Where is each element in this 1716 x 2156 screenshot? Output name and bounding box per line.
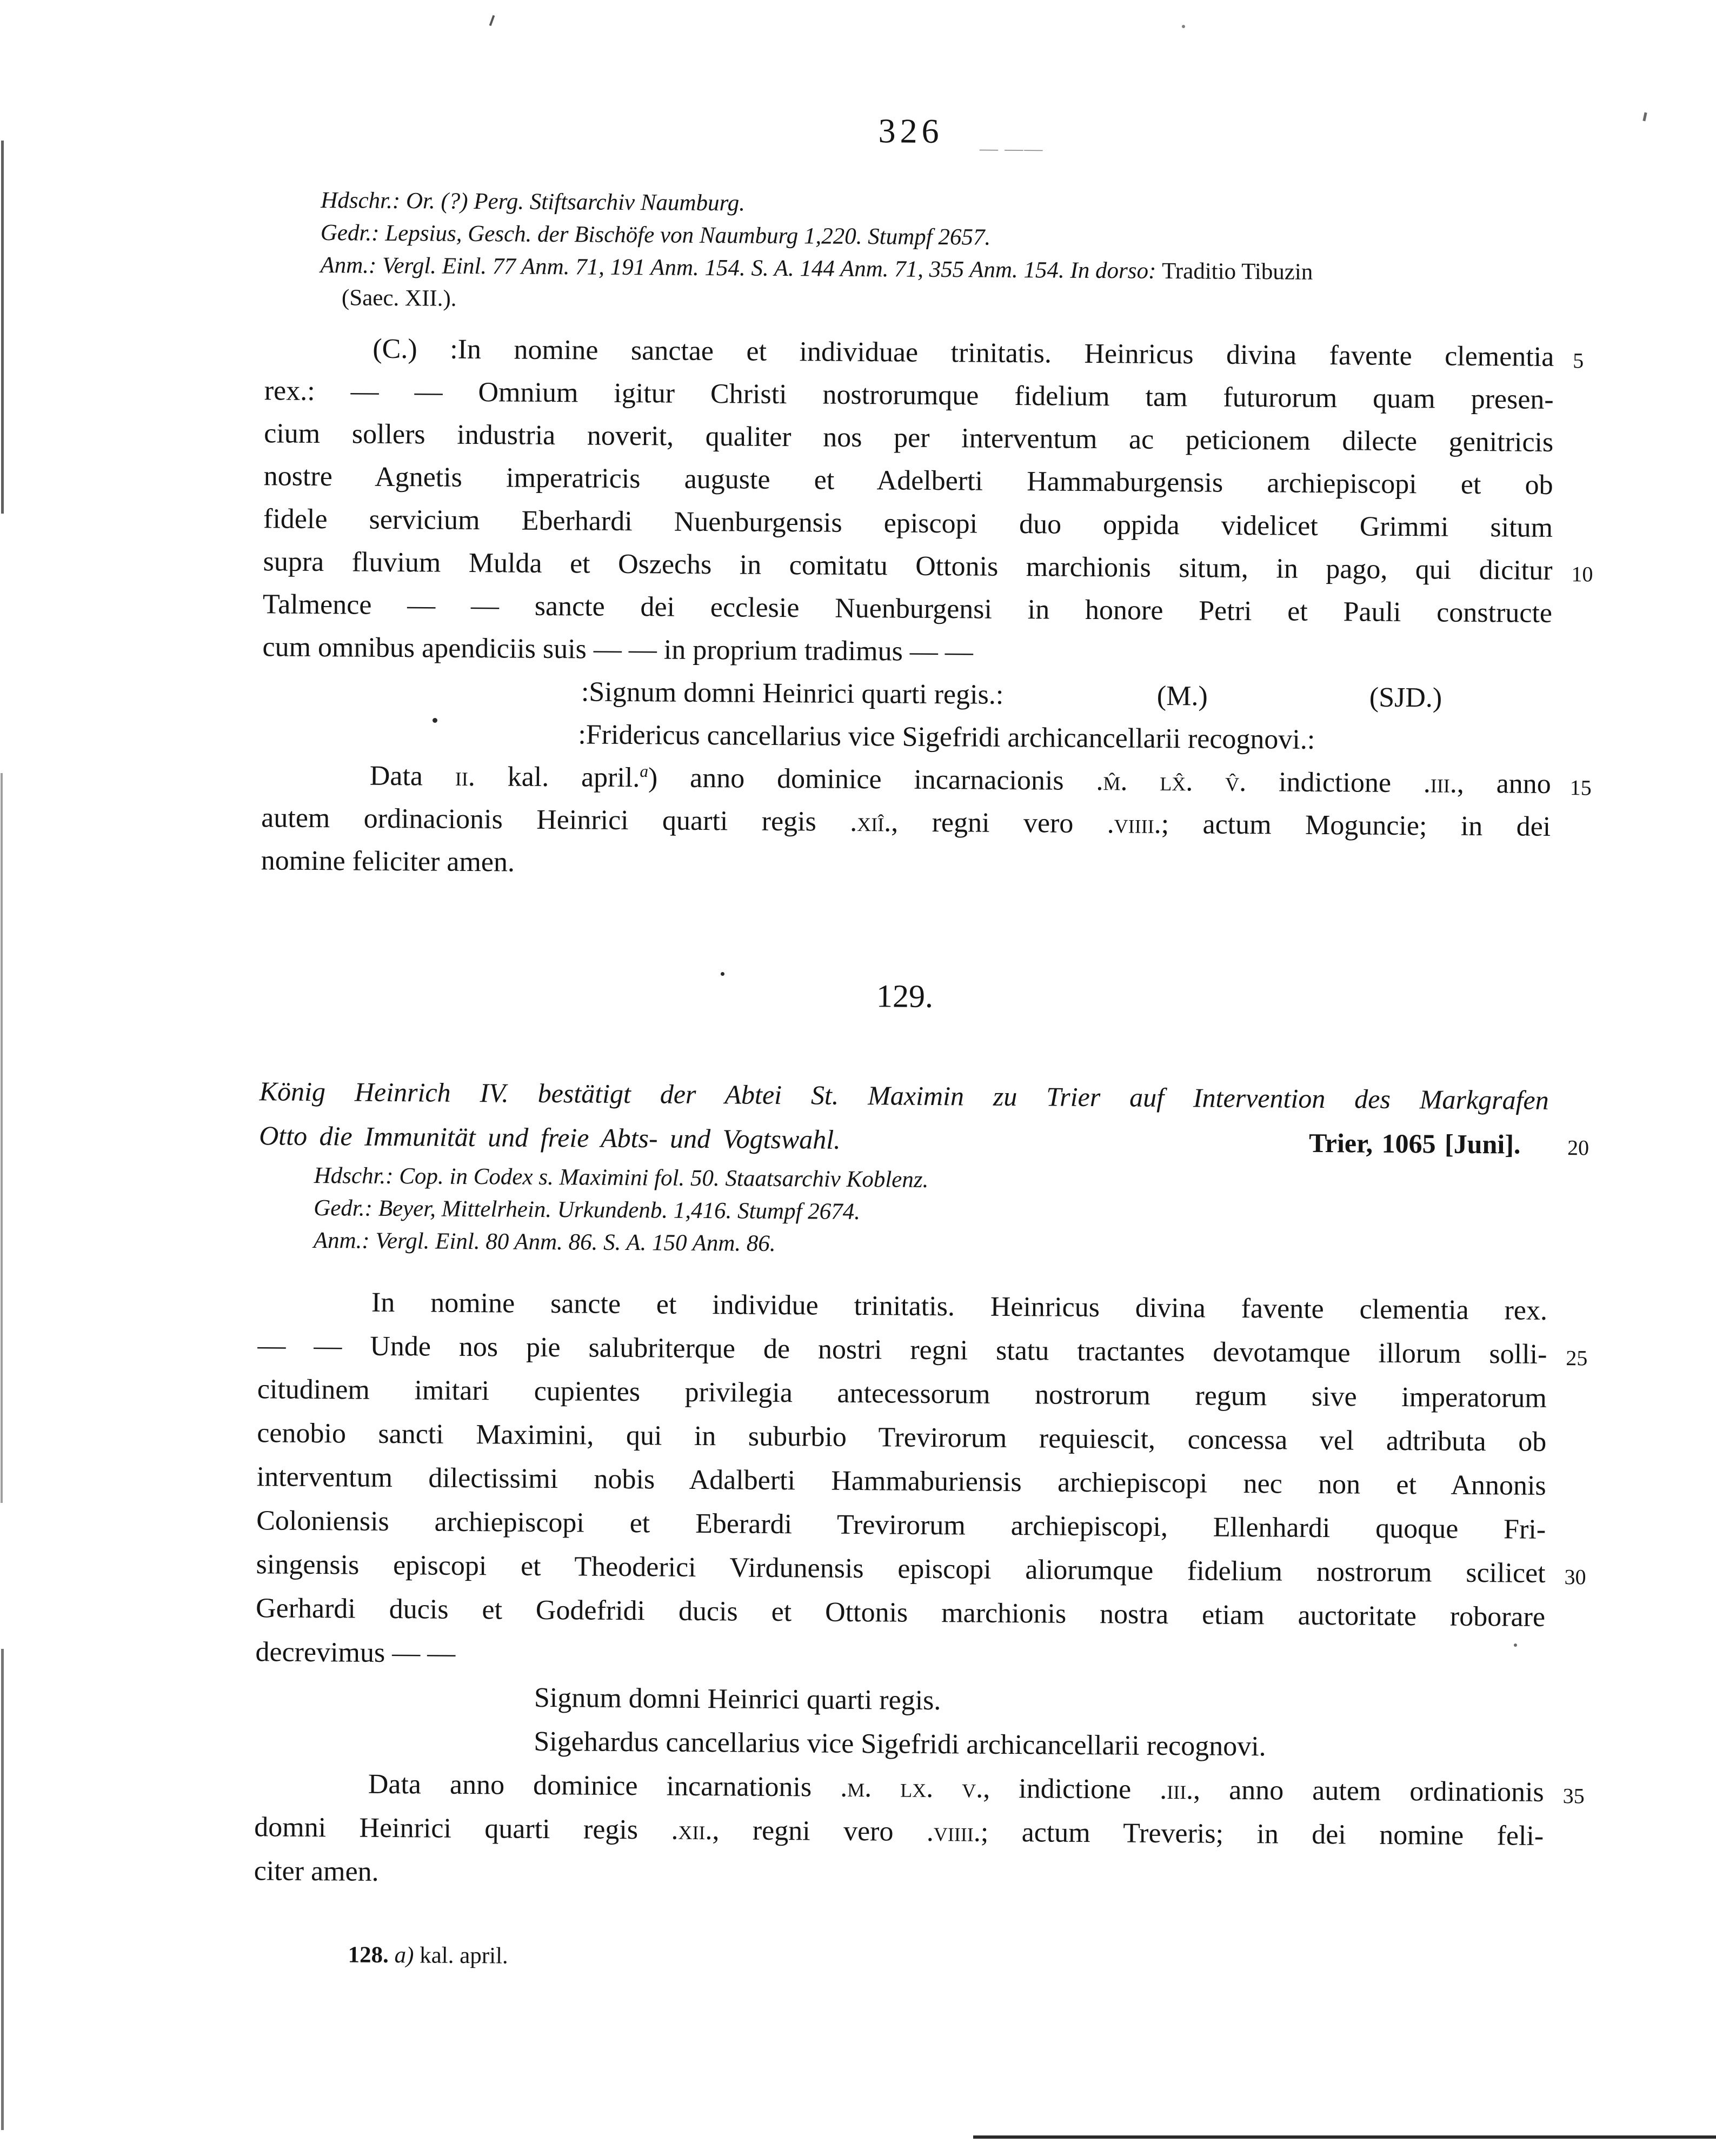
scan-artifact-dot [1514,1643,1517,1647]
line-text: indictione [1246,767,1424,799]
signum-text: :Signum domni Heinrici quarti regis.: [581,676,1004,710]
roman-numeral: .viiii.; [1107,808,1169,840]
entry-129-references [314,1160,1574,1266]
line-text: Coloniensis archiepiscopi et Eberardi Trevirorum archiepiscopi, Ellenhardi quoque Fri- [256,1505,1546,1545]
margin-line-number-15: 15 [1569,775,1592,800]
line-text: domni Heinrici quarti regis [254,1812,671,1846]
line-text: fidele servicium Eberhardi Nuenburgensis episcopi duo oppida videlicet Grimmi situm [263,503,1553,543]
line-text: nostre Agnetis imperatricis auguste et Adelberti Hammaburgensis archiepiscopi et ob [263,461,1553,501]
footnote-entry-number: 128. [348,1942,389,1968]
footnote-marker-a: a [640,761,649,781]
line-text: supra fluvium Mulda et Oszechs in comitatu Ottonis marchionis situm, in pago, qui dicitur [263,546,1553,586]
roman-numeral: .viiii.; [926,1816,989,1848]
line-text: ) anno dominice incarnacionis [648,762,1096,797]
line-text: indictione [990,1773,1160,1805]
line-text: — — Unde nos pie salubriterque de nostri regni statu tractantes devotamque illorum solli- [257,1330,1547,1370]
footnote-128a [348,1941,508,1969]
scan-artifact-left-edge [1,1649,4,2130]
line-text: interventum dilectissimi nobis Adalberti Hammaburiensis archiepiscopi nec non et Annonis [256,1461,1546,1501]
line-text: Data anno dominice incarnationis [368,1768,841,1803]
heading-text: Otto die Immunität und freie Abts- und Vogtswahl. [258,1120,841,1155]
line-text: cum omnibus apendiciis suis — — in proprium tradimus — — [262,631,974,668]
monogram-mark: (M.) [1156,680,1208,712]
scan-artifact-dot [433,718,437,723]
scan-artifact-dot [721,972,724,976]
entry-128-text [261,327,1593,891]
scan-artifact-left-edge [1,141,4,514]
line-text: regni vero [898,807,1107,840]
entry-129-number: 129. [876,978,934,1014]
margin-line-number-10: 10 [1571,562,1593,587]
ref-label: Gedr.: [320,220,380,246]
roman-numeral: .iii., [1423,768,1465,799]
line-text: autem ordinacionis Heinrici quarti regis [261,802,850,837]
ref-text: Cop. in Codex s. Maximini fol. 50. Staatsarchiv Koblenz. [393,1163,929,1193]
footnote-marker: a) [394,1942,414,1968]
line-text: Talmence — — sancte dei ecclesie Nuenburgensi in honore Petri et Pauli constructe [262,589,1553,629]
roman-numeral: .xii., [671,1814,720,1846]
ref-text-roman: Traditio Tibuzin [1161,258,1313,285]
footnote-text: kal. april. [414,1942,508,1969]
entry-129-heading [258,1069,1589,1167]
line-text: anno [1464,768,1551,800]
line-text: :Fridericus cancellarius vice Sigefridi archicancellarii recognovi.: [578,719,1315,755]
heading-line [258,1113,1589,1167]
roman-numeral: ii. [455,761,476,793]
ref-label: Hdschr.: [314,1162,394,1189]
scan-artifact-dot [1182,25,1185,28]
line-text: anno autem ordinationis [1200,1774,1544,1808]
line-text: citudinem imitari cupientes privilegia antecessorum nostrorum regum sive imperatorum [257,1374,1547,1414]
ref-text: Vergl. Einl. 77 Anm. 71, 191 Anm. 154. S. A. 144 Anm. 71, 355 Anm. 154. In dorso: [376,252,1162,284]
ref-text: Vergl. Einl. 80 Anm. 86. S. A. 150 Anm. 86. [369,1228,776,1256]
margin-line-number-5: 5 [1573,348,1584,373]
entry-128-references [320,184,1581,323]
line-text: actum Moguncie; in dei [1169,809,1551,842]
ref-label: Gedr.: [314,1195,373,1221]
roman-numeral: .m̂. lx̂. v̂. [1096,766,1247,798]
line-text: (C.) :In nomine sanctae et individuae trinitatis. Heinricus divina favente clementia [373,333,1554,372]
ref-label: Hdschr.: [321,188,401,214]
scan-artifact-bottom-line [973,2135,1716,2139]
ref-text: Or. (?) Perg. Stiftsarchiv Naumburg. [400,188,746,216]
roman-numeral: .m. lx. v., [840,1772,990,1804]
line-text: nomine feliciter amen. [261,845,515,878]
roman-numeral: .xiî., [850,806,899,838]
date-place: Trier, 1065 [Juni]. [1308,1127,1521,1160]
scan-artifact-left-edge [1,773,3,1503]
line-text: kal. april. [475,761,640,794]
line-text: regni vero [719,1815,927,1847]
margin-line-number-20: 20 [1567,1135,1589,1160]
text-line [261,839,1550,891]
line-text: Sigehardus cancellarius vice Sigefridi archicancellarii recognovi. [534,1726,1266,1762]
ref-line-saec: (Saec. XII.). [341,285,457,311]
margin-line-number-35: 35 [1562,1784,1585,1808]
page-number-dashes: — —— [979,138,1044,159]
seal-mark: (SJD.) [1369,682,1442,714]
line-text: Data [369,760,456,792]
line-text: Signum domni Heinrici quarti regis. [534,1682,941,1716]
line-text: citer amen. [254,1855,379,1887]
line-text: singensis episcopi et Theoderici Virdunensis episcopi aliorumque fidelium nostrorum scilicet [256,1549,1546,1589]
line-text: rex.: — — Omnium igitur Christi nostrorumque fidelium tam futurorum quam presen- [264,375,1554,415]
line-text: decrevimus — — [255,1636,456,1669]
line-text: Gerhardi ducis et Godefridi ducis et Ottonis marchionis nostra etiam auctoritate roborare [255,1593,1546,1633]
page-number: 326 [878,111,943,151]
margin-line-number-25: 25 [1566,1346,1588,1370]
ref-label: Anm.: [320,252,377,278]
line-text: cenobio sancti Maximini, qui in suburbio Trevirorum requiescit, concessa vel adtributa ob [257,1418,1547,1458]
ref-text: Lepsius, Gesch. der Bischöfe von Naumburg 1,220. Stumpf 2657. [379,220,991,250]
margin-line-number-30: 30 [1564,1565,1586,1589]
line-text: cium sollers industria noverit, qualiter nos per interventum ac peticionem dilecte genitricis [264,418,1554,458]
ref-label: Anm.: [313,1227,370,1254]
line-text: In nomine sancte et individue trinitatis. Heinricus divina favente clementia rex. [371,1287,1548,1326]
line-text: actum Treveris; in dei nomine feli- [988,1816,1544,1852]
ref-text: Beyer, Mittelrhein. Urkundenb. 1,416. Stumpf 2674. [372,1195,861,1225]
heading-text: König Heinrich IV. bestätigt der Abtei St. Maximin zu Trier auf Intervention des Markgrafen [259,1076,1549,1115]
text-line [254,1849,1544,1902]
roman-numeral: .iii., [1160,1774,1201,1806]
entry-129-text [254,1280,1588,1902]
